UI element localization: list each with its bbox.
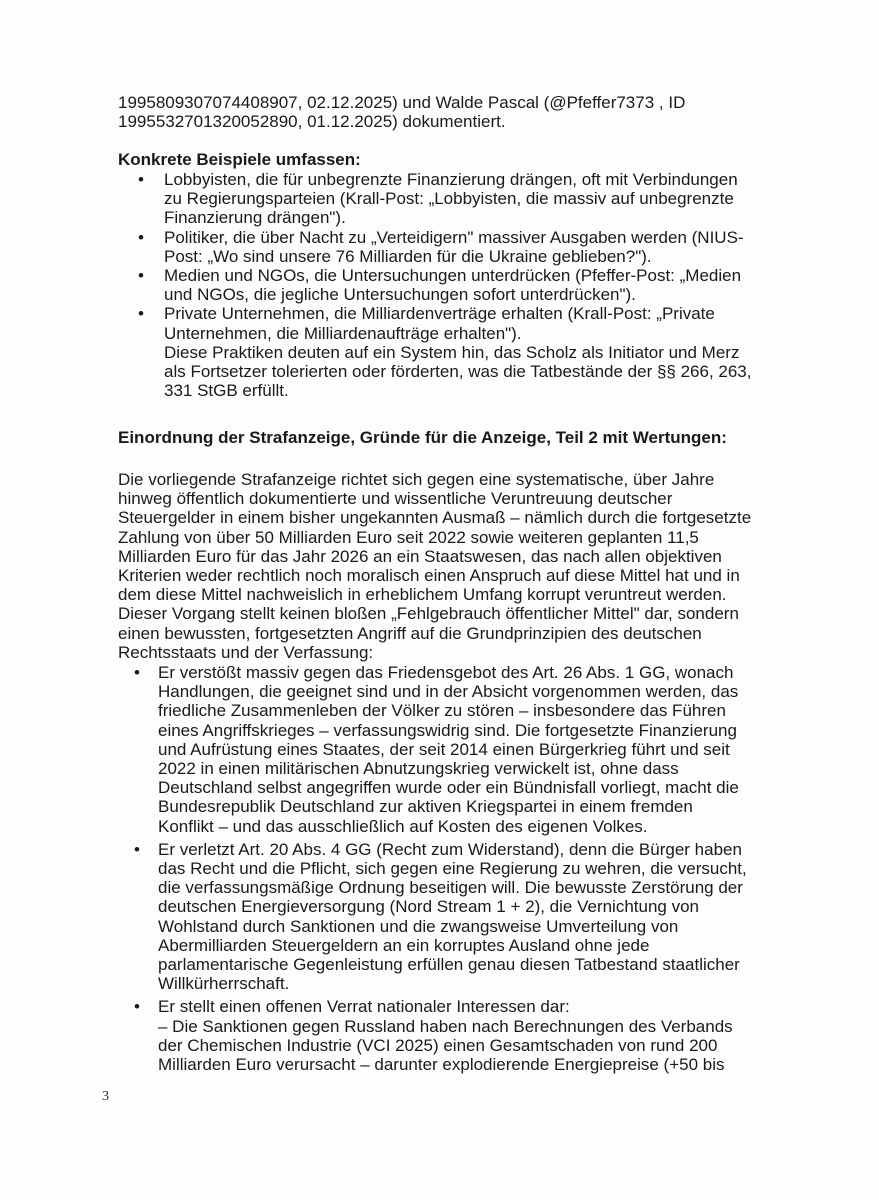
text-line: und NGOs, die jegliche Untersuchungen sofort unterdrücken"). (164, 285, 636, 305)
examples-list (118, 170, 768, 400)
list-item (118, 663, 768, 836)
text-line: zu Regierungsparteien (Krall-Post: „Lobbyisten, die massiv auf unbegrenzte (164, 189, 734, 209)
text-line: 1995809307074408907, 02.12.2025) und Walde Pascal (@Pfeffer7373 , ID (118, 93, 686, 112)
section-heading-classification: Einordnung der Strafanzeige, Gründe für die Anzeige, Teil 2 mit Wertungen: (118, 428, 727, 447)
text-line: Deutschland selbst angegriffen wurde oder ein Bündnisfall vorliegt, macht die (158, 778, 739, 798)
text-line: dem diese Mittel nachweislich in erheblichem Umfang korrupt veruntreut werden. (118, 585, 727, 605)
text-line: Milliarden Euro für das Jahr 2026 an ein Staatswesen, das nach allen objektiven (118, 546, 722, 566)
text-line: • Er verstößt massiv gegen das Friedensgebot des Art. 26 Abs. 1 GG, wonach (158, 663, 734, 682)
text-line: Handlungen, die geeignet sind und in der Absicht vorgenommen werden, das (158, 682, 739, 702)
text-line: • Lobbyisten, die für unbegrenzte Finanzierung drängen, oft mit Verbindungen (164, 170, 738, 189)
text-line: die verfassungsmäßige Ordnung beseitigen will. Die bewusste Zerstörung der (158, 878, 743, 898)
text-line: als Fortsetzer tolerierten oder förderten, was die Tatbestände der §§ 266, 263, (164, 362, 752, 382)
text-line: Zahlung von über 50 Milliarden Euro seit 2022 sowie weiteren geplanten 11,5 (118, 527, 699, 547)
text-line: Diese Praktiken deuten auf ein System hin, das Scholz als Initiator und Merz (164, 342, 740, 362)
text-line: 331 StGB erfüllt. (164, 381, 289, 401)
text-line: hinweg öffentlich dokumentierte und wissentliche Veruntreuung deutscher (118, 489, 673, 509)
text-line: Konflikt – und das ausschließlich auf Kosten des eigenen Volkes. (158, 816, 648, 836)
text-line: parlamentarische Gegenleistung erfüllen genau diesen Tatbestand staatlicher (158, 955, 740, 975)
text-line: Kriterien weder rechtlich noch moralisch einen Anspruch auf diese Mittel hat und in (118, 566, 740, 586)
list-item (118, 266, 768, 304)
text-line: • Politiker, die über Nacht zu „Verteidigern" massiver Ausgaben werden (NIUS- (164, 227, 744, 247)
text-line: – Die Sanktionen gegen Russland haben nach Berechnungen des Verbands (158, 1016, 733, 1036)
text-line: Die vorliegende Strafanzeige richtet sich gegen eine systematische, über Jahre (118, 470, 715, 489)
points-list (118, 663, 768, 1078)
text-line: 1995532701320052890, 01.12.2025) dokumentiert. (118, 112, 506, 132)
text-line: Willkürherrschaft. (158, 974, 290, 994)
section-heading-examples: Konkrete Beispiele umfassen: (118, 150, 361, 169)
text-line: • Er verletzt Art. 20 Abs. 4 GG (Recht zum Widerstand), denn die Bürger haben (158, 839, 742, 859)
text-line: das Recht und die Pflicht, sich gegen eine Regierung zu wehren, die versucht, (158, 859, 747, 879)
text-line: • Medien und NGOs, die Untersuchungen unterdrücken (Pfeffer-Post: „Medien (164, 266, 742, 286)
text-line: Milliarden Euro verursacht – darunter explodierende Energiepreise (+50 bis (158, 1055, 725, 1075)
list-item (118, 997, 768, 1074)
text-line: Abermilliarden Steuergeldern an ein korruptes Ausland ohne jede (158, 935, 650, 955)
text-line: und Aufrüstung eines Staates, der seit 2014 einen Bürgerkrieg führt und seit (158, 739, 730, 759)
text-line: friedliche Zusammenleben der Völker zu stören – insbesondere das Führen (158, 701, 726, 721)
continuation-text (118, 93, 758, 131)
intro-paragraph (118, 470, 768, 662)
text-line: Unternehmen, die Milliardenaufträge erhalten"). (164, 323, 522, 343)
text-line: einen bewussten, fortgesetzten Angriff auf die Grundprinzipien des deutschen (118, 623, 702, 643)
text-line: 2022 in einen militärischen Abnutzungskrieg verwickelt ist, ohne dass (158, 759, 679, 779)
text-line: Dieser Vorgang stellt keinen bloßen „Fehlgebrauch öffentlicher Mittel" dar, sondern (118, 604, 739, 624)
text-line: • Er stellt einen offenen Verrat nationaler Interessen dar: (158, 997, 570, 1017)
list-item (118, 170, 768, 228)
text-line: Wohlstand durch Sanktionen und die zwangsweise Umverteilung von (158, 916, 679, 936)
text-line: Rechtsstaats und der Verfassung: (118, 642, 374, 662)
list-item (118, 304, 768, 400)
list-item (118, 228, 768, 266)
text-line: Finanzierung drängen"). (164, 208, 346, 228)
text-line: eines Angriffskrieges – verfassungswidrig sind. Die fortgesetzte Finanzierung (158, 720, 737, 740)
text-line: • Private Unternehmen, die Milliardenverträge erhalten (Krall-Post: „Private (164, 304, 715, 324)
list-item (118, 840, 768, 994)
text-line: Bundesrepublik Deutschland zur aktiven Kriegspartei in einem fremden (158, 797, 693, 817)
text-line: Steuergelder in einem bisher ungekannten Ausmaß – nämlich durch die fortgesetzte (118, 508, 752, 528)
page-number: 3 (102, 1089, 109, 1104)
text-line: deutschen Energieversorgung (Nord Stream 1 + 2), die Vernichtung von (158, 897, 700, 917)
text-line: Post: „Wo sind unsere 76 Milliarden für die Ukraine geblieben?"). (164, 246, 652, 266)
text-line: der Chemischen Industrie (VCI 2025) einen Gesamtschaden von rund 200 (158, 1035, 718, 1055)
